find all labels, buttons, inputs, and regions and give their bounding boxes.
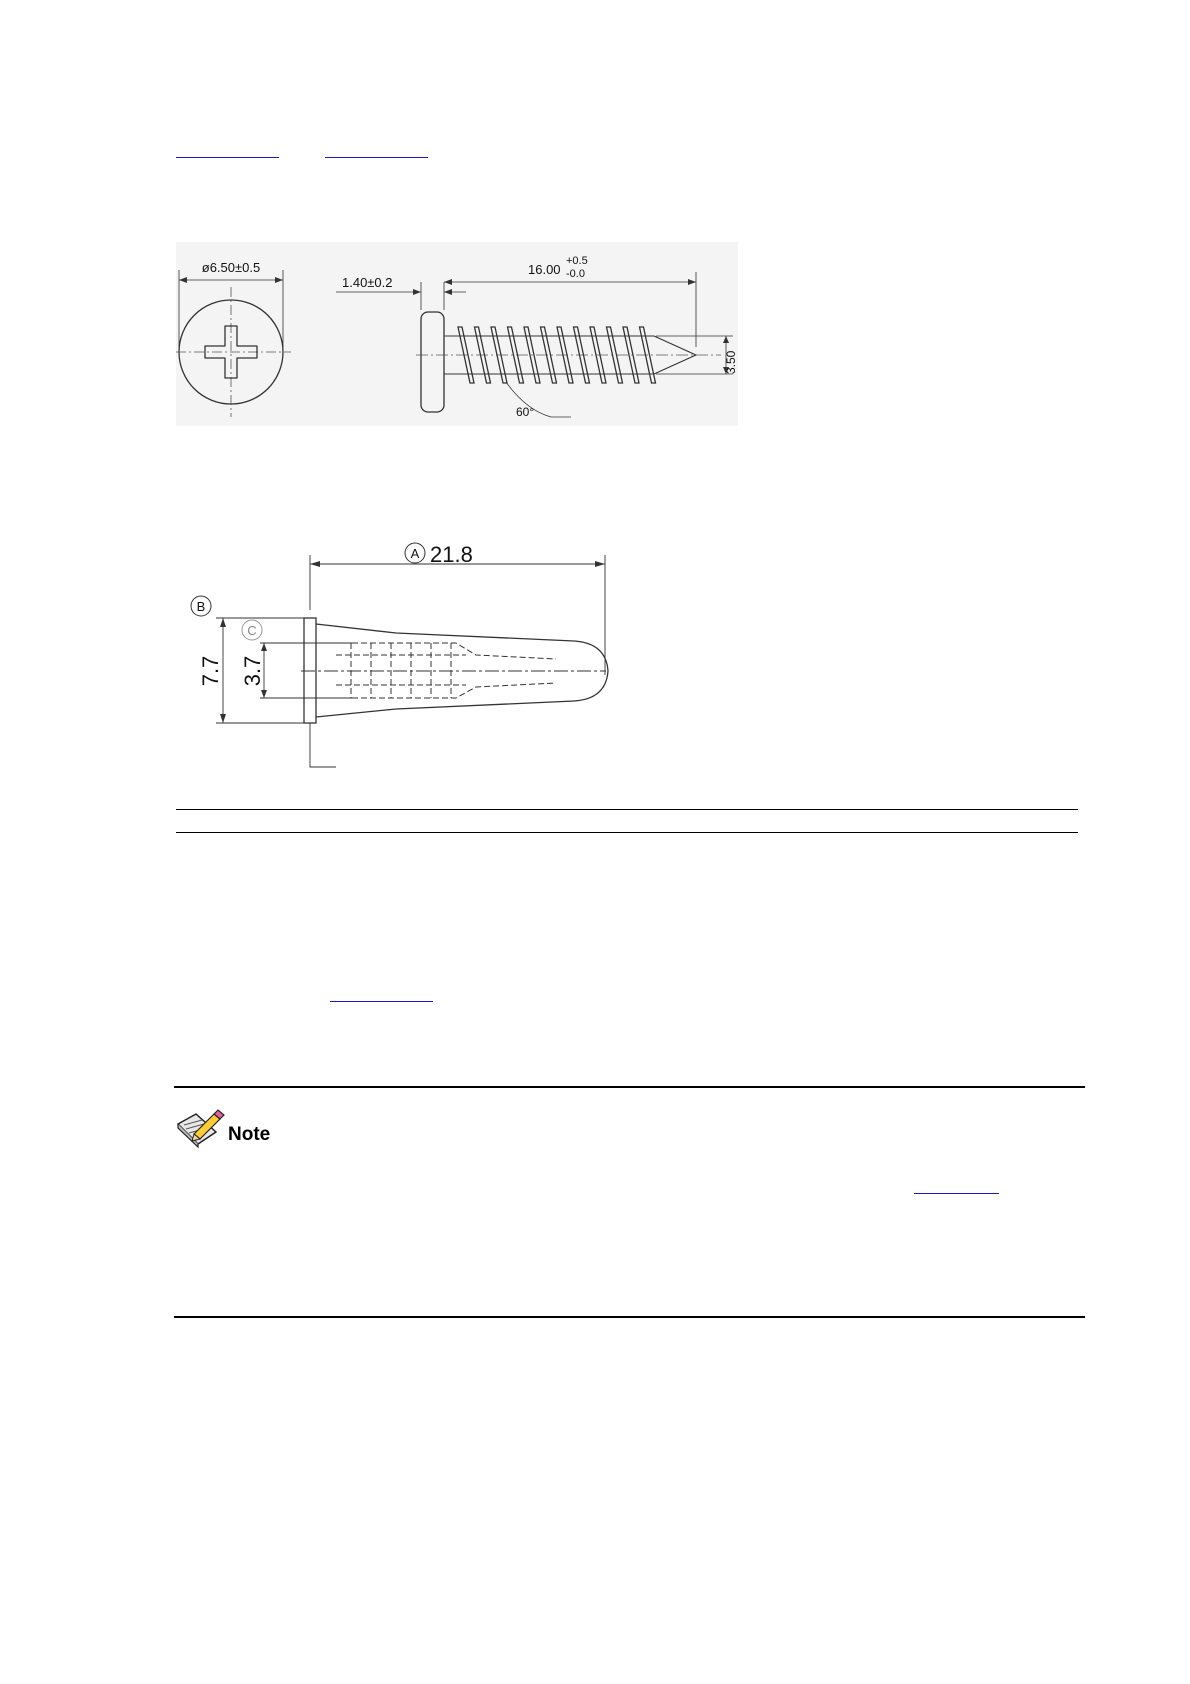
screw-length-tol-minus: -0.0 [566,268,585,280]
anchor-inner-diameter-label: 3.7 [240,655,265,687]
screw-length-label: 16.00 [528,262,561,277]
anchor-drawing [176,535,616,795]
table-rule-bottom [176,832,1078,833]
screw-drawing [176,242,738,426]
note-pencil-icon [176,1110,224,1148]
anchor-label-c: C [247,623,257,638]
link-figure-ref-1[interactable] [176,157,279,158]
anchor-label-b: B [196,599,206,614]
note-rule-bottom [174,1316,1085,1318]
anchor-outer-diameter-label: 7.7 [198,655,223,687]
screw-length-tol-plus: +0.5 [566,255,588,267]
table-rule-top [176,809,1078,810]
note-rule-top [174,1086,1085,1088]
anchor-label-a: A [410,546,420,561]
anchor-length-label: 21.8 [430,542,473,567]
screw-thread-diameter-label: 3.50 [724,350,738,374]
link-figure-ref-4[interactable] [914,1193,999,1194]
link-figure-ref-3[interactable] [330,1001,433,1002]
screw-head-diameter-label: ø6.50±0.5 [201,260,261,275]
screw-thread-angle-label: 60° [516,405,535,419]
screw-head-thickness-label: 1.40±0.2 [342,275,393,290]
note-label: Note [228,1124,271,1145]
link-figure-ref-2[interactable] [325,157,428,158]
